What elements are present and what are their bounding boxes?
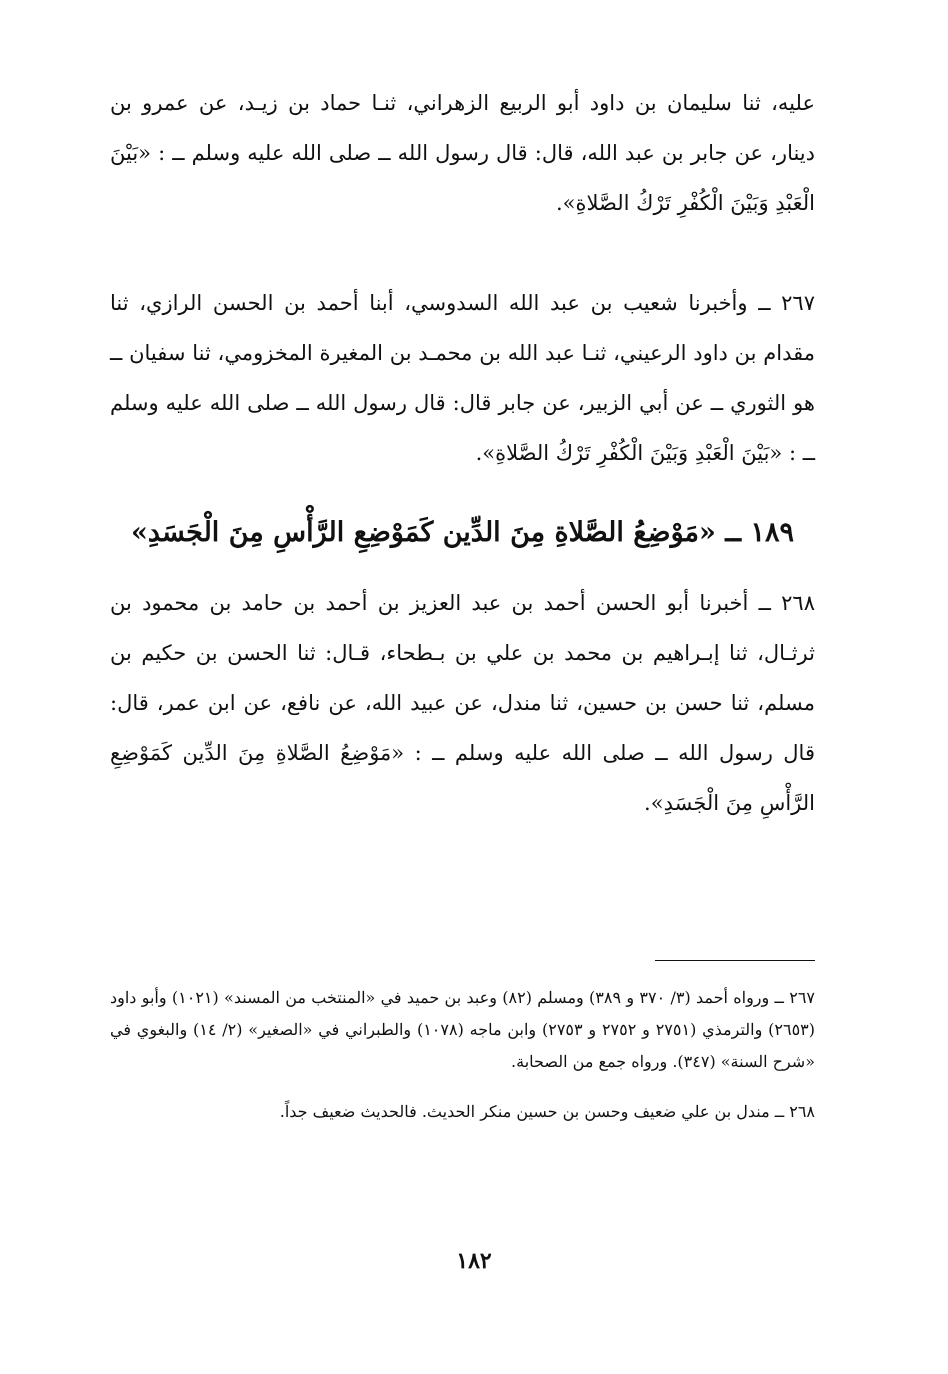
main-text — [110, 78, 815, 828]
page-number: ١٨٢ — [456, 1248, 492, 1274]
footnote-divider — [655, 960, 815, 961]
footnotes — [110, 982, 815, 1146]
footnote-267: ٢٦٧ ــ ورواه أحمد (٣/ ٣٧٠ و ٣٨٩) ومسلم (٨٢) وعبد بن حميد في «المنتخب من المسند» (١٠٢١) وأبو داود (٢٦٥٣) والترمذي (٢٧٥١ و ٢٧٥٢ و ٢٧٥٣) وابن ماجه (١٠٧٨) والطبراني في «الصغير» (٢/ ١٤) والبغوي في «شرح السنة» (٣٤٧). ورواه جمع من الصحابة. — [110, 988, 815, 1071]
hadith-paragraph-268: ٢٦٨ ــ أخبرنا أبو الحسن أحمد بن عبد العزيز بن أحمد بن حامد بن محمود بن ثرثـال، ثنا إبـراهيم بن محمد بن علي بن بـطحاء، قـال: ثنا الحسن بن حكيم بن مسلم، ثنا حسن بن حسين، ثنا مندل، عن عبيد الله، عن نافع، عن ابن عمر، قال: قال رسول الله ــ صلى الله عليه وسلم ــ : «مَوْضِعُ الصَّلاةِ مِنَ الدِّين كَمَوْضِعِ الرَّأْسِ مِنَ الْجَسَدِ». — [110, 591, 815, 815]
footnote-268: ٢٦٨ ــ مندل بن علي ضعيف وحسن بن حسين منكر الحديث. فالحديث ضعيف جداً. — [279, 1102, 815, 1121]
hadith-paragraph-267: ٢٦٧ ــ وأخبرنا شعيب بن عبد الله السدوسي، أبنا أحمد بن الحسن الرازي، ثنا مقدام بن داود الرعيني، ثنـا عبد الله بن محمـد بن المغيرة المخزومي، ثنا سفيان ــ هو الثوري ــ عن أبي الزبير، عن جابر قال: قال رسول الله ــ صلى الله عليه وسلم ــ : «بَيْنَ الْعَبْدِ وَبَيْنَ الْكُفْرِ تَرْكُ الصَّلاةِ». — [110, 291, 815, 465]
chapter-heading-189: ١٨٩ ــ «مَوْضِعُ الصَّلاةِ مِنَ الدِّين كَمَوْضِعِ الرَّأْسِ مِنَ الْجَسَدِ» — [131, 517, 794, 548]
hadith-paragraph-continued: عليه، ثنا سليمان بن داود أبو الربيع الزهراني، ثنـا حماد بن زيـد، عن عمرو بن دينار، عن جابر بن عبد الله، قال: قال رسول الله ــ صلى الله عليه وسلم ــ : «بَيْنَ الْعَبْدِ وَبَيْنَ الْكُفْرِ تَرْكُ الصَّلاةِ». — [110, 91, 815, 215]
